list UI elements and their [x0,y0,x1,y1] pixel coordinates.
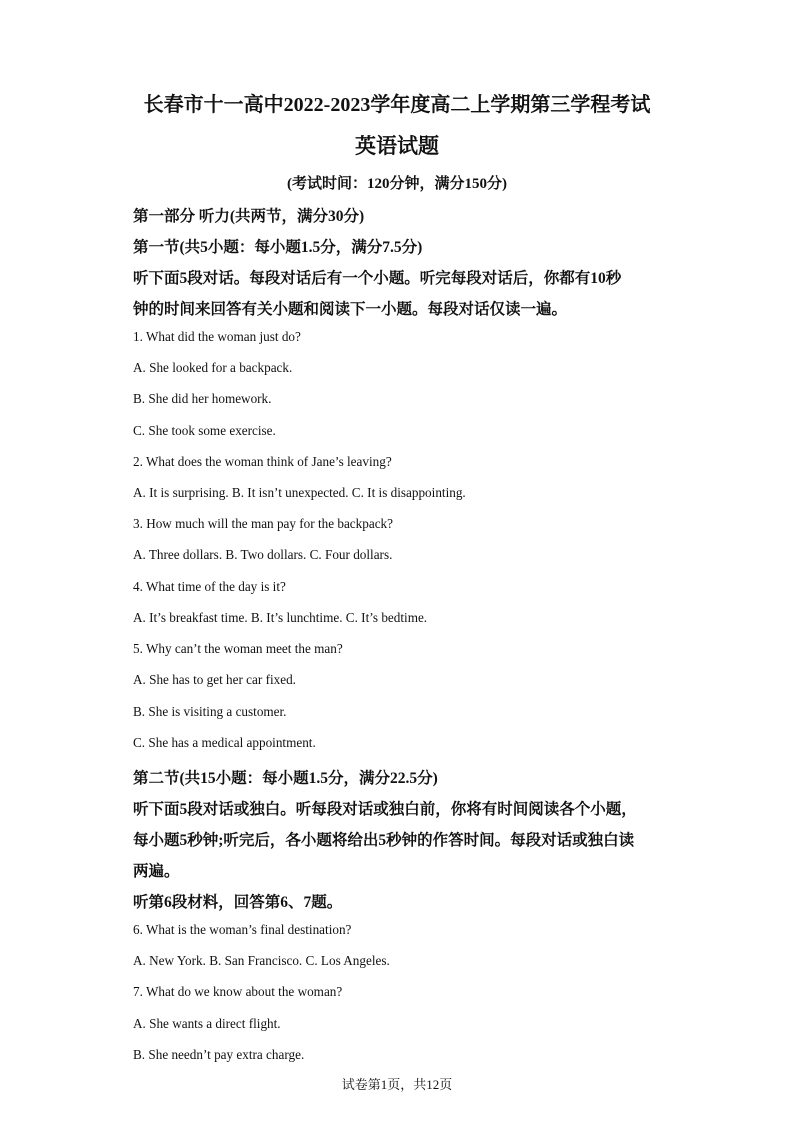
part1-heading: 第一部分 听力(共两节，满分30分) [133,208,365,225]
answer-options: A. New York. B. San Francisco. C. Los Angeles. [133,953,390,968]
section1-instruction: 钟的时间来回答有关小题和阅读下一小题。每段对话仅读一遍。 [133,301,568,318]
answer-option: A. She wants a direct flight. [133,1016,281,1031]
exam-title: 长春市十一高中2022-2023学年度高二上学期第三学程考试 [143,94,651,116]
question-stem: 3. How much will the man pay for the backpack? [133,516,394,531]
question-stem: 7. What do we know about the woman? [133,984,343,999]
question-stem: 5. Why can’t the woman meet the man? [133,641,343,656]
section2-instruction: 每小题5秒钟;听完后，各小题将给出5秒钟的作答时间。每段对话或独白读 [133,832,635,849]
answer-option: B. She is visiting a customer. [133,704,287,719]
section1-heading: 第一节(共5小题：每小题1.5分，满分7.5分) [133,239,423,256]
exam-info: (考试时间：120分钟，满分150分) [287,176,507,192]
answer-option: B. She did her homework. [133,391,272,406]
answer-option: C. She has a medical appointment. [133,735,316,750]
answer-option: A. She has to get her car fixed. [133,672,296,687]
section2-heading: 第二节(共15小题：每小题1.5分，满分22.5分) [133,770,438,787]
question-stem: 6. What is the woman’s final destination? [133,922,352,937]
question-stem: 4. What time of the day is it? [133,579,286,594]
subject-title: 英语试题 [355,134,439,158]
answer-options: A. It is surprising. B. It isn’t unexpected. C. It is disappointing. [133,485,466,500]
material-heading: 听第6段材料，回答第6、7题。 [133,894,343,911]
section2-instruction: 两遍。 [133,863,180,880]
answer-option: C. She took some exercise. [133,423,276,438]
answer-options: A. It’s breakfast time. B. It’s lunchtime. C. It’s bedtime. [133,610,428,625]
page-number: 试卷第1页，共12页 [341,1077,453,1092]
question-stem: 2. What does the woman think of Jane’s leaving? [133,454,392,469]
question-stem: 1. What did the woman just do? [133,329,301,344]
answer-option: A. She looked for a backpack. [133,360,293,375]
answer-option: B. She needn’t pay extra charge. [133,1047,305,1062]
section1-instruction: 听下面5段对话。每段对话后有一个小题。听完每段对话后，你都有10秒 [133,270,622,287]
answer-options: A. Three dollars. B. Two dollars. C. Four dollars. [133,547,393,562]
section2-instruction: 听下面5段对话或独白。听每段对话或独白前，你将有时间阅读各个小题， [133,801,637,818]
